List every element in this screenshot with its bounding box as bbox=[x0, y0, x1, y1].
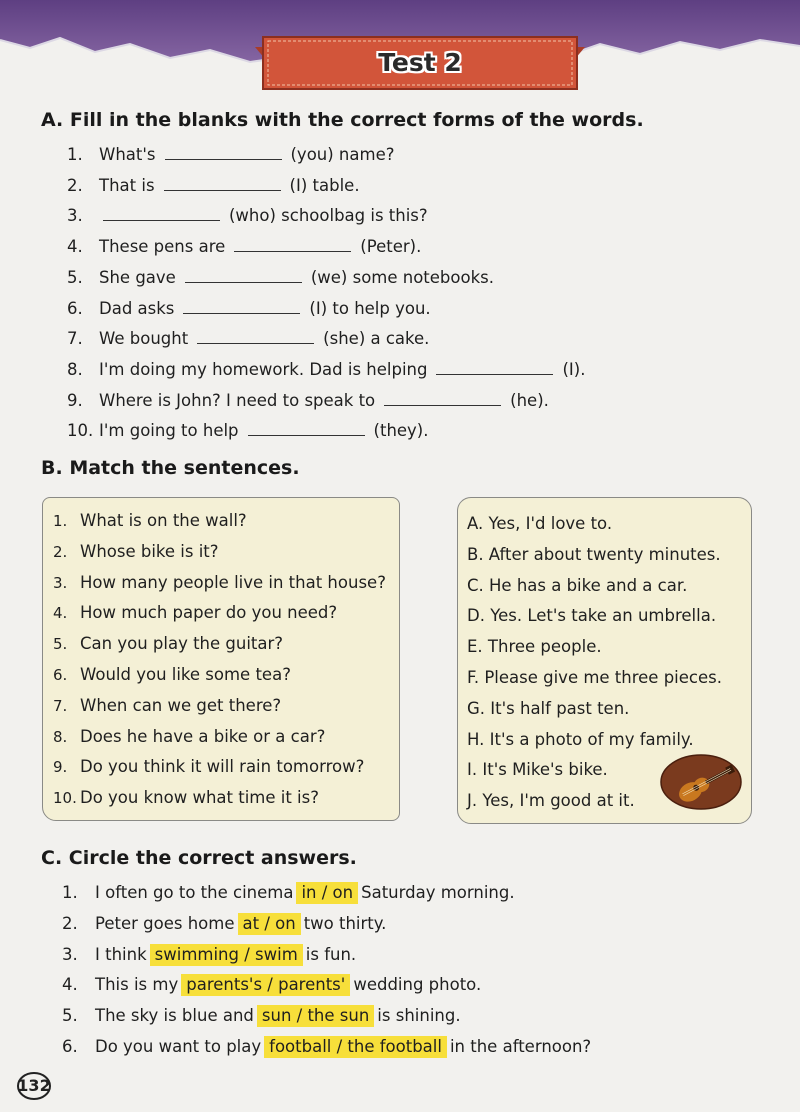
question-text: Can you play the guitar? bbox=[80, 634, 284, 654]
item-number: 4. bbox=[62, 975, 78, 995]
answer-blank[interactable] bbox=[103, 204, 220, 221]
item-hint: (he). bbox=[510, 390, 549, 410]
guitar-illustration bbox=[658, 752, 744, 812]
fill-blank-item bbox=[67, 297, 431, 321]
question-number: 7. bbox=[53, 696, 68, 715]
answer-blank[interactable] bbox=[384, 389, 501, 406]
item-hint: (I). bbox=[562, 359, 586, 379]
match-question bbox=[53, 694, 281, 718]
circle-answer-item bbox=[62, 880, 515, 906]
circle-answer-item bbox=[62, 911, 386, 937]
item-number: 8. bbox=[67, 359, 83, 379]
item-number: 9. bbox=[67, 390, 83, 410]
item-prompt: I think bbox=[95, 944, 147, 964]
item-prompt: The sky is blue and bbox=[95, 1006, 254, 1026]
item-number: 3. bbox=[67, 206, 83, 226]
fill-blank-item bbox=[67, 419, 429, 443]
choice-highlight[interactable]: swimming / swim bbox=[150, 944, 303, 966]
match-answer: I. It's Mike's bike. bbox=[467, 760, 608, 780]
match-answer: F. Please give me three pieces. bbox=[467, 668, 722, 687]
choice-highlight[interactable]: sun / the sun bbox=[257, 1005, 374, 1027]
question-text: What is on the wall? bbox=[80, 511, 247, 530]
question-text: Whose bike is it? bbox=[80, 541, 219, 561]
page-number-badge bbox=[16, 1071, 52, 1101]
item-prompt: Dad asks bbox=[99, 298, 175, 318]
choice-highlight[interactable]: football / the football bbox=[264, 1036, 447, 1058]
question-text: How much paper do you need? bbox=[80, 603, 338, 623]
match-answer: B. After about twenty minutes. bbox=[467, 544, 721, 564]
item-prompt: I'm doing my homework. Dad is helping bbox=[99, 359, 428, 379]
item-prompt: We bought bbox=[99, 329, 189, 349]
item-continuation: Saturday morning. bbox=[361, 883, 515, 902]
page-title: Test 2 bbox=[378, 48, 462, 77]
item-number: 2. bbox=[62, 913, 78, 933]
fill-blank-item bbox=[67, 327, 429, 351]
fill-blank-item bbox=[67, 235, 421, 259]
item-number: 5. bbox=[67, 267, 83, 287]
question-number: 2. bbox=[53, 542, 68, 561]
item-prompt: That is bbox=[99, 175, 155, 195]
choice-highlight[interactable]: at / on bbox=[238, 913, 301, 935]
question-text: Does he have a bike or a car? bbox=[80, 726, 326, 746]
item-number: 4. bbox=[67, 237, 83, 257]
match-question bbox=[53, 601, 337, 625]
match-question bbox=[53, 540, 219, 564]
answer-blank[interactable] bbox=[185, 266, 302, 283]
match-answer: J. Yes, I'm good at it. bbox=[467, 791, 635, 811]
answer-blank[interactable] bbox=[248, 419, 365, 436]
item-prompt: Do you want to play bbox=[95, 1037, 262, 1056]
section-b-heading: B. Match the sentences. bbox=[41, 457, 300, 479]
section-c-heading: C. Circle the correct answers. bbox=[41, 847, 357, 869]
item-hint: (who) schoolbag is this? bbox=[229, 206, 428, 226]
item-hint: (they). bbox=[373, 421, 429, 441]
item-number: 1. bbox=[62, 883, 78, 902]
question-number: 5. bbox=[53, 635, 68, 654]
fill-blank-item bbox=[67, 174, 360, 198]
title-banner bbox=[255, 35, 585, 95]
section-a-heading: A. Fill in the blanks with the correct forms of the words. bbox=[41, 109, 644, 131]
circle-answer-item bbox=[62, 972, 481, 998]
match-question bbox=[53, 663, 291, 687]
match-answer: H. It's a photo of my family. bbox=[467, 729, 694, 749]
item-prompt: Peter goes home bbox=[95, 913, 235, 933]
item-number: 2. bbox=[67, 175, 83, 195]
item-prompt: What's bbox=[99, 145, 156, 164]
question-number: 1. bbox=[53, 512, 68, 530]
item-number: 6. bbox=[67, 298, 83, 318]
match-answer: C. He has a bike and a car. bbox=[467, 575, 688, 595]
item-hint: (Peter). bbox=[360, 237, 422, 257]
circle-answer-item bbox=[62, 1003, 461, 1029]
match-question bbox=[53, 755, 364, 779]
question-number: 3. bbox=[53, 573, 68, 592]
item-hint: (I) table. bbox=[289, 175, 360, 195]
item-prompt: She gave bbox=[99, 267, 176, 287]
item-hint: (we) some notebooks. bbox=[310, 267, 494, 287]
question-number: 6. bbox=[53, 666, 68, 684]
match-answer: D. Yes. Let's take an umbrella. bbox=[467, 606, 717, 626]
item-continuation: in the afternoon? bbox=[449, 1037, 592, 1056]
answer-blank[interactable] bbox=[183, 297, 300, 314]
item-prompt: I often go to the cinema bbox=[95, 883, 294, 902]
item-hint: (you) name? bbox=[290, 145, 395, 164]
fill-blank-item bbox=[67, 358, 585, 382]
item-prompt: This is my bbox=[95, 975, 179, 995]
match-question bbox=[53, 632, 283, 656]
question-number: 9. bbox=[53, 758, 68, 777]
item-number: 6. bbox=[62, 1037, 78, 1056]
item-prompt: I'm going to help bbox=[99, 421, 239, 441]
answer-blank[interactable] bbox=[197, 327, 314, 344]
item-number: 1. bbox=[67, 145, 83, 164]
fill-blank-item bbox=[67, 204, 428, 228]
match-answer: A. Yes, I'd love to. bbox=[467, 514, 613, 533]
question-text: Would you like some tea? bbox=[80, 665, 291, 684]
item-prompt: These pens are bbox=[99, 237, 226, 257]
item-hint: (I) to help you. bbox=[309, 298, 431, 318]
question-text: When can we get there? bbox=[80, 695, 282, 715]
match-answer: G. It's half past ten. bbox=[467, 698, 630, 718]
question-number: 4. bbox=[53, 604, 68, 623]
question-text: Do you know what time it is? bbox=[80, 788, 319, 808]
fill-blank-item bbox=[67, 266, 494, 290]
answer-blank[interactable] bbox=[165, 143, 282, 160]
match-question bbox=[53, 725, 325, 749]
answer-blank[interactable] bbox=[436, 358, 553, 375]
circle-answer-item bbox=[62, 942, 356, 968]
circle-answer-item bbox=[62, 1034, 591, 1060]
match-answer: E. Three people. bbox=[467, 637, 602, 657]
item-continuation: wedding photo. bbox=[353, 975, 482, 995]
item-number: 5. bbox=[62, 1006, 78, 1026]
choice-highlight[interactable]: in / on bbox=[296, 882, 358, 904]
fill-blank-item bbox=[67, 389, 549, 413]
match-question bbox=[53, 509, 247, 533]
match-question bbox=[53, 571, 386, 595]
answer-blank[interactable] bbox=[234, 235, 351, 252]
item-continuation: is fun. bbox=[305, 944, 357, 964]
item-continuation: is shining. bbox=[377, 1006, 461, 1026]
item-number: 3. bbox=[62, 944, 78, 964]
item-hint: (she) a cake. bbox=[323, 329, 430, 349]
item-number: 7. bbox=[67, 329, 83, 349]
fill-blank-item bbox=[67, 143, 395, 167]
item-number: 10. bbox=[67, 421, 94, 441]
item-prompt: Where is John? I need to speak to bbox=[99, 390, 376, 410]
match-question bbox=[53, 786, 319, 810]
question-number: 8. bbox=[53, 727, 68, 746]
question-text: How many people live in that house? bbox=[80, 572, 386, 592]
choice-highlight[interactable]: parents's / parents' bbox=[181, 974, 350, 996]
question-text: Do you think it will rain tomorrow? bbox=[80, 757, 365, 777]
page-number: 132 bbox=[17, 1076, 51, 1095]
answer-blank[interactable] bbox=[164, 174, 281, 191]
question-number: 10. bbox=[53, 789, 77, 808]
item-continuation: two thirty. bbox=[303, 913, 387, 933]
